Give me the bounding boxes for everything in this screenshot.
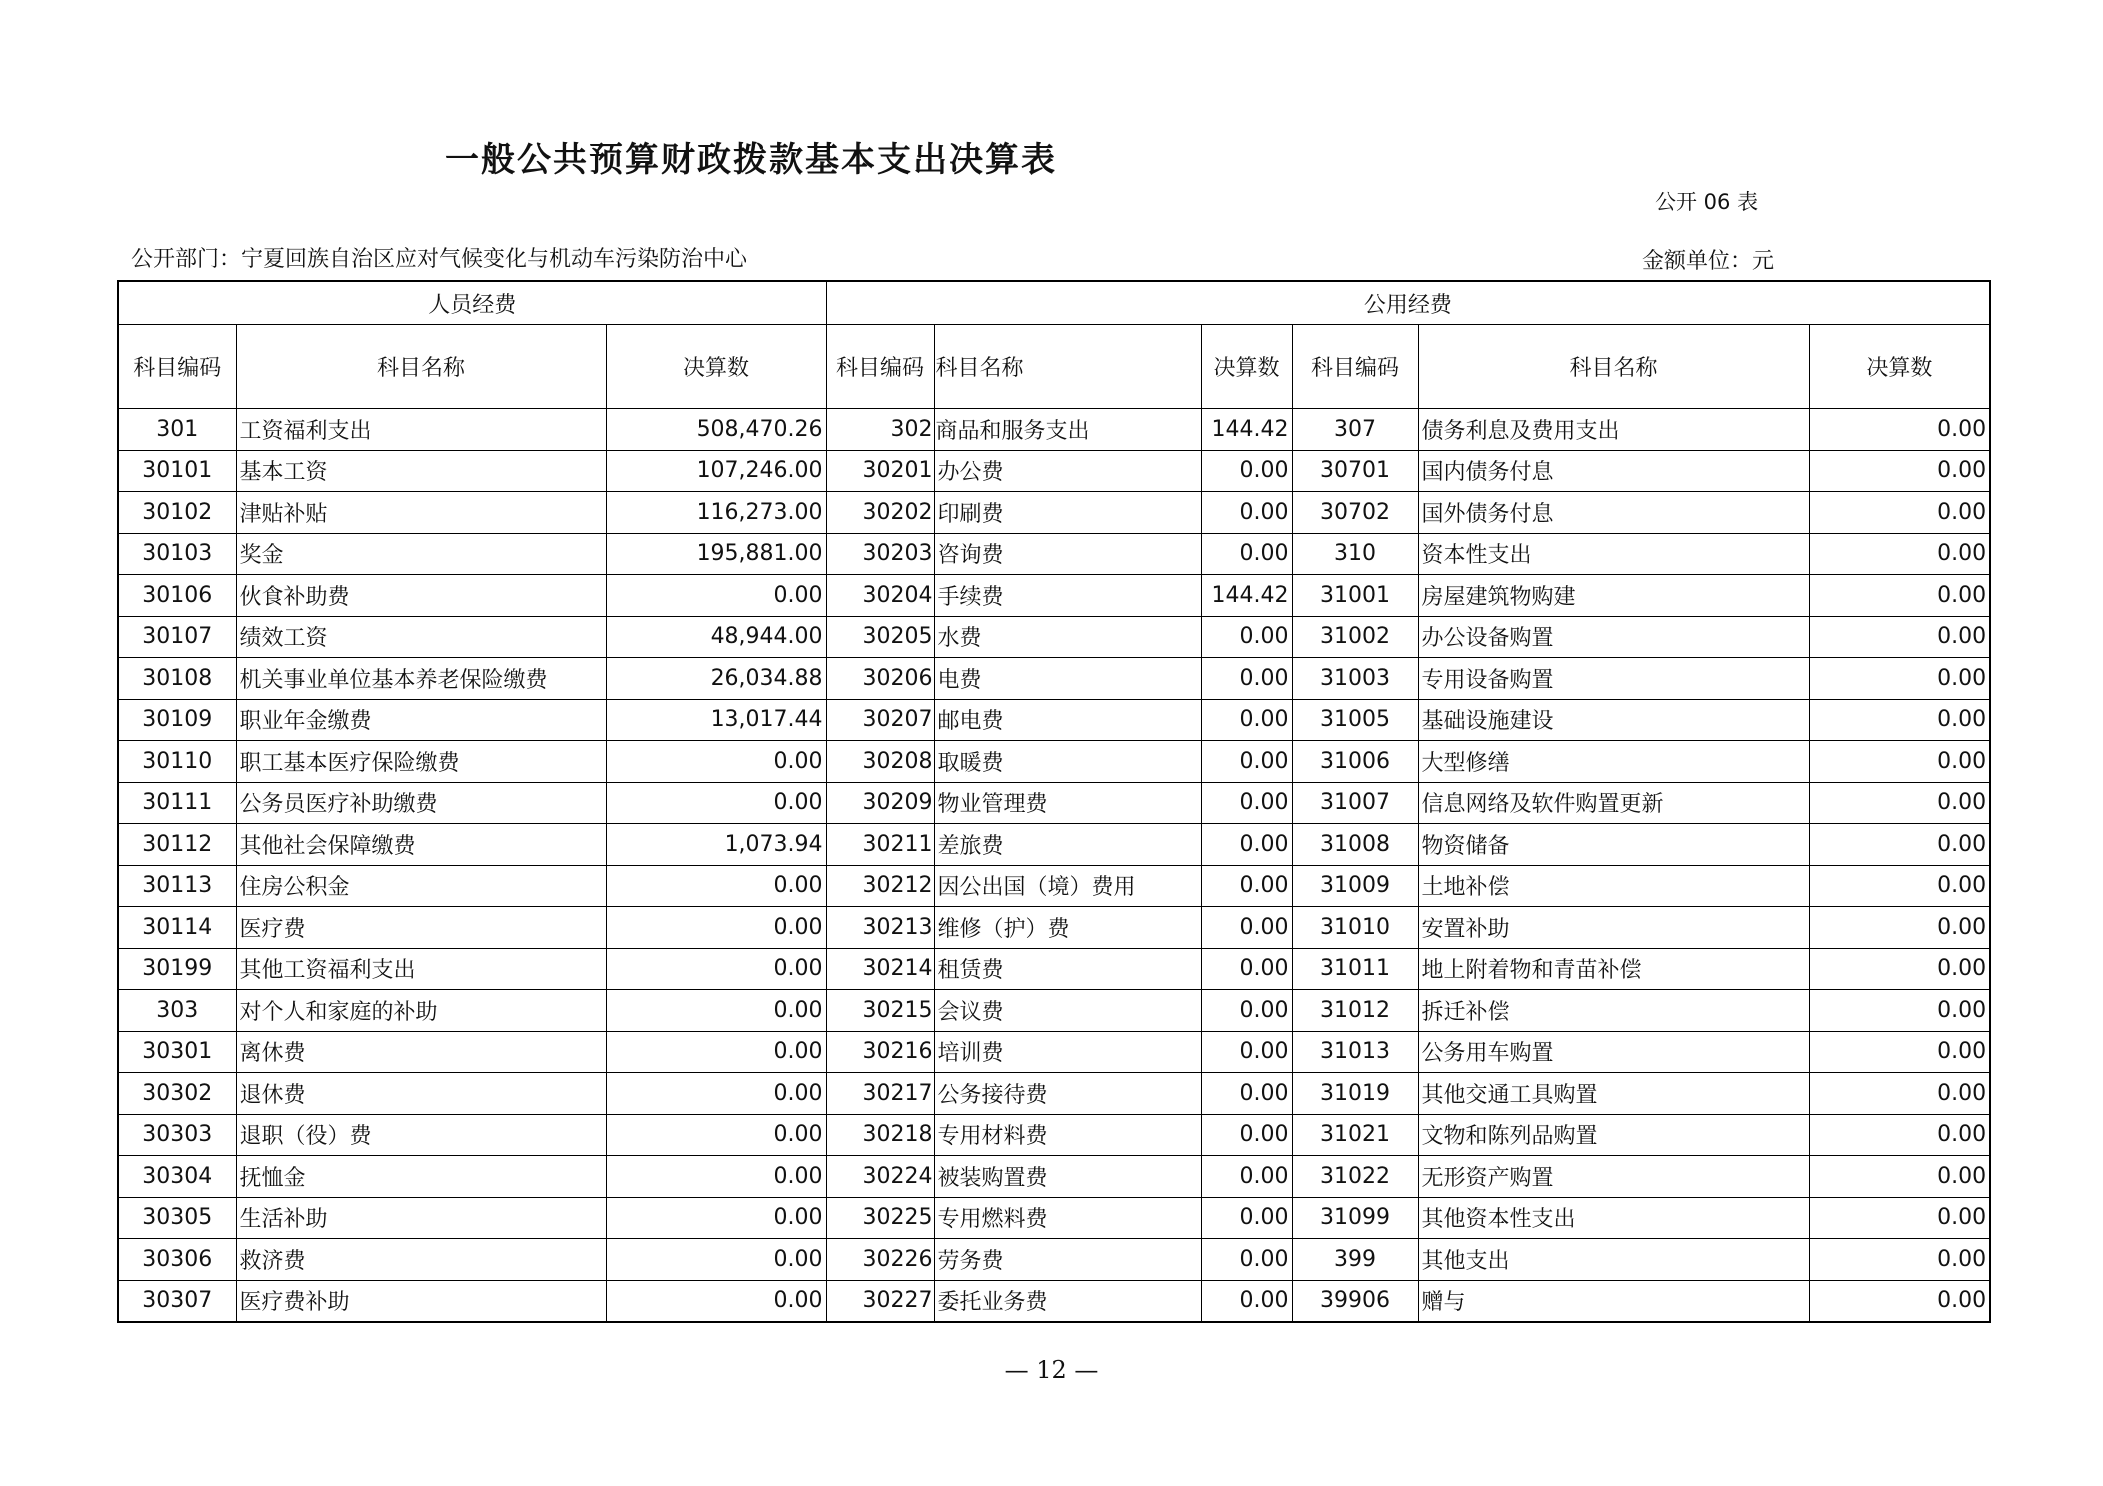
capital-name-cell: 房屋建筑物购建	[1418, 575, 1809, 617]
personnel-amount-cell: 0.00	[606, 1239, 826, 1281]
capital-amount-cell: 0.00	[1809, 1239, 1990, 1281]
personnel-amount-cell: 0.00	[606, 907, 826, 949]
column-header-amount: 决算数	[1201, 325, 1292, 409]
capital-code-cell: 31019	[1292, 1073, 1418, 1115]
capital-amount-cell: 0.00	[1809, 1114, 1990, 1156]
capital-code-cell: 31006	[1292, 741, 1418, 783]
capital-amount-cell: 0.00	[1809, 824, 1990, 866]
public-name-cell: 手续费	[934, 575, 1201, 617]
capital-name-cell: 大型修缮	[1418, 741, 1809, 783]
personnel-code-cell: 30101	[118, 450, 236, 492]
personnel-amount-cell: 0.00	[606, 1197, 826, 1239]
capital-amount-cell: 0.00	[1809, 699, 1990, 741]
personnel-amount-cell: 0.00	[606, 575, 826, 617]
public-amount-cell: 0.00	[1201, 616, 1292, 658]
table-row	[118, 782, 1990, 824]
public-amount-cell: 0.00	[1201, 450, 1292, 492]
capital-code-cell: 399	[1292, 1239, 1418, 1281]
personnel-name-cell: 生活补助	[236, 1197, 606, 1239]
table-row	[118, 1197, 1990, 1239]
public-name-cell: 取暖费	[934, 741, 1201, 783]
capital-amount-cell: 0.00	[1809, 1073, 1990, 1115]
capital-amount-cell: 0.00	[1809, 492, 1990, 534]
personnel-name-cell: 伙食补助费	[236, 575, 606, 617]
table-row	[118, 865, 1990, 907]
capital-amount-cell: 0.00	[1809, 865, 1990, 907]
personnel-amount-cell: 0.00	[606, 1156, 826, 1198]
public-code-cell: 30215	[826, 990, 934, 1032]
personnel-code-cell: 30113	[118, 865, 236, 907]
personnel-amount-cell: 0.00	[606, 948, 826, 990]
personnel-amount-cell: 0.00	[606, 1031, 826, 1073]
capital-code-cell: 31010	[1292, 907, 1418, 949]
capital-amount-cell: 0.00	[1809, 1280, 1990, 1322]
capital-amount-cell: 0.00	[1809, 1156, 1990, 1198]
public-code-cell: 30204	[826, 575, 934, 617]
table-row	[118, 1280, 1990, 1322]
table-row	[118, 1156, 1990, 1198]
personnel-amount-cell: 48,944.00	[606, 616, 826, 658]
personnel-code-cell: 30106	[118, 575, 236, 617]
personnel-code-cell: 30112	[118, 824, 236, 866]
personnel-code-cell: 301	[118, 409, 236, 451]
table-row	[118, 907, 1990, 949]
capital-name-cell: 债务利息及费用支出	[1418, 409, 1809, 451]
personnel-code-cell: 30306	[118, 1239, 236, 1281]
personnel-name-cell: 职工基本医疗保险缴费	[236, 741, 606, 783]
public-code-cell: 30213	[826, 907, 934, 949]
column-header-code: 科目编码	[826, 325, 934, 409]
column-header-code: 科目编码	[118, 325, 236, 409]
table-row	[118, 824, 1990, 866]
public-amount-cell: 0.00	[1201, 492, 1292, 534]
personnel-name-cell: 其他社会保障缴费	[236, 824, 606, 866]
personnel-name-cell: 基本工资	[236, 450, 606, 492]
public-name-cell: 专用材料费	[934, 1114, 1201, 1156]
public-amount-cell: 0.00	[1201, 699, 1292, 741]
capital-amount-cell: 0.00	[1809, 533, 1990, 575]
public-amount-cell: 0.00	[1201, 1197, 1292, 1239]
capital-amount-cell: 0.00	[1809, 450, 1990, 492]
public-code-cell: 30203	[826, 533, 934, 575]
capital-code-cell: 31022	[1292, 1156, 1418, 1198]
capital-name-cell: 物资储备	[1418, 824, 1809, 866]
capital-name-cell: 无形资产购置	[1418, 1156, 1809, 1198]
column-header-name: 科目名称	[934, 325, 1201, 409]
personnel-amount-cell: 13,017.44	[606, 699, 826, 741]
capital-code-cell: 31009	[1292, 865, 1418, 907]
capital-name-cell: 办公设备购置	[1418, 616, 1809, 658]
personnel-name-cell: 工资福利支出	[236, 409, 606, 451]
capital-name-cell: 土地补偿	[1418, 865, 1809, 907]
personnel-name-cell: 机关事业单位基本养老保险缴费	[236, 658, 606, 700]
public-amount-cell: 0.00	[1201, 1073, 1292, 1115]
personnel-code-cell: 30109	[118, 699, 236, 741]
capital-name-cell: 基础设施建设	[1418, 699, 1809, 741]
public-amount-cell: 0.00	[1201, 1156, 1292, 1198]
capital-code-cell: 31008	[1292, 824, 1418, 866]
public-name-cell: 被装购置费	[934, 1156, 1201, 1198]
capital-name-cell: 国外债务付息	[1418, 492, 1809, 534]
capital-name-cell: 赠与	[1418, 1280, 1809, 1322]
personnel-name-cell: 退职（役）费	[236, 1114, 606, 1156]
table-row	[118, 948, 1990, 990]
table-row	[118, 741, 1990, 783]
capital-name-cell: 其他支出	[1418, 1239, 1809, 1281]
personnel-name-cell: 对个人和家庭的补助	[236, 990, 606, 1032]
personnel-code-cell: 30302	[118, 1073, 236, 1115]
personnel-code-cell: 30307	[118, 1280, 236, 1322]
public-code-cell: 30202	[826, 492, 934, 534]
personnel-name-cell: 离休费	[236, 1031, 606, 1073]
personnel-name-cell: 奖金	[236, 533, 606, 575]
public-code-cell: 30207	[826, 699, 934, 741]
capital-amount-cell: 0.00	[1809, 575, 1990, 617]
capital-name-cell: 专用设备购置	[1418, 658, 1809, 700]
capital-code-cell: 310	[1292, 533, 1418, 575]
capital-amount-cell: 0.00	[1809, 782, 1990, 824]
personnel-name-cell: 职业年金缴费	[236, 699, 606, 741]
column-header-name: 科目名称	[236, 325, 606, 409]
form-number: 公开 06 表	[1655, 190, 1759, 214]
expenditure-table	[117, 280, 1991, 1323]
capital-name-cell: 拆迁补偿	[1418, 990, 1809, 1032]
capital-amount-cell: 0.00	[1809, 409, 1990, 451]
capital-amount-cell: 0.00	[1809, 658, 1990, 700]
personnel-name-cell: 住房公积金	[236, 865, 606, 907]
column-header-amount: 决算数	[1809, 325, 1990, 409]
public-code-cell: 30211	[826, 824, 934, 866]
capital-amount-cell: 0.00	[1809, 907, 1990, 949]
capital-code-cell: 31003	[1292, 658, 1418, 700]
page-title: 一般公共预算财政拨款基本支出决算表	[445, 140, 1057, 180]
public-amount-cell: 0.00	[1201, 948, 1292, 990]
public-amount-cell: 144.42	[1201, 575, 1292, 617]
capital-code-cell: 31011	[1292, 948, 1418, 990]
table-row	[118, 1073, 1990, 1115]
public-amount-cell: 0.00	[1201, 865, 1292, 907]
public-name-cell: 邮电费	[934, 699, 1201, 741]
public-name-cell: 水费	[934, 616, 1201, 658]
personnel-name-cell: 其他工资福利支出	[236, 948, 606, 990]
capital-code-cell: 31005	[1292, 699, 1418, 741]
capital-code-cell: 30701	[1292, 450, 1418, 492]
public-code-cell: 30205	[826, 616, 934, 658]
public-code-cell: 30227	[826, 1280, 934, 1322]
personnel-code-cell: 30304	[118, 1156, 236, 1198]
table-row	[118, 1114, 1990, 1156]
table-row	[118, 1031, 1990, 1073]
table-row	[118, 575, 1990, 617]
public-amount-cell: 0.00	[1201, 782, 1292, 824]
public-name-cell: 差旅费	[934, 824, 1201, 866]
capital-amount-cell: 0.00	[1809, 741, 1990, 783]
capital-name-cell: 国内债务付息	[1418, 450, 1809, 492]
public-name-cell: 商品和服务支出	[934, 409, 1201, 451]
public-code-cell: 302	[826, 409, 934, 451]
public-name-cell: 委托业务费	[934, 1280, 1201, 1322]
capital-code-cell: 307	[1292, 409, 1418, 451]
group-header-personnel: 人员经费	[118, 281, 826, 325]
capital-code-cell: 31099	[1292, 1197, 1418, 1239]
capital-amount-cell: 0.00	[1809, 1031, 1990, 1073]
capital-name-cell: 其他交通工具购置	[1418, 1073, 1809, 1115]
capital-name-cell: 其他资本性支出	[1418, 1197, 1809, 1239]
public-code-cell: 30216	[826, 1031, 934, 1073]
personnel-code-cell: 30114	[118, 907, 236, 949]
public-name-cell: 办公费	[934, 450, 1201, 492]
personnel-name-cell: 救济费	[236, 1239, 606, 1281]
public-name-cell: 公务接待费	[934, 1073, 1201, 1115]
personnel-amount-cell: 107,246.00	[606, 450, 826, 492]
public-amount-cell: 0.00	[1201, 1031, 1292, 1073]
table-row	[118, 450, 1990, 492]
capital-code-cell: 39906	[1292, 1280, 1418, 1322]
capital-name-cell: 信息网络及软件购置更新	[1418, 782, 1809, 824]
public-code-cell: 30218	[826, 1114, 934, 1156]
public-code-cell: 30224	[826, 1156, 934, 1198]
personnel-name-cell: 公务员医疗补助缴费	[236, 782, 606, 824]
personnel-code-cell: 30305	[118, 1197, 236, 1239]
public-amount-cell: 0.00	[1201, 824, 1292, 866]
public-amount-cell: 0.00	[1201, 1114, 1292, 1156]
table-row	[118, 492, 1990, 534]
public-name-cell: 印刷费	[934, 492, 1201, 534]
public-name-cell: 咨询费	[934, 533, 1201, 575]
public-code-cell: 30209	[826, 782, 934, 824]
public-amount-cell: 0.00	[1201, 1239, 1292, 1281]
public-code-cell: 30201	[826, 450, 934, 492]
page-number: — 12 —	[1004, 1356, 1099, 1384]
capital-code-cell: 31001	[1292, 575, 1418, 617]
personnel-amount-cell: 0.00	[606, 1280, 826, 1322]
personnel-code-cell: 30110	[118, 741, 236, 783]
public-code-cell: 30217	[826, 1073, 934, 1115]
personnel-code-cell: 30107	[118, 616, 236, 658]
capital-code-cell: 30702	[1292, 492, 1418, 534]
capital-code-cell: 31002	[1292, 616, 1418, 658]
table-row	[118, 409, 1990, 451]
group-header-public: 公用经费	[826, 281, 1990, 325]
public-name-cell: 劳务费	[934, 1239, 1201, 1281]
capital-code-cell: 31021	[1292, 1114, 1418, 1156]
public-amount-cell: 144.42	[1201, 409, 1292, 451]
capital-name-cell: 安置补助	[1418, 907, 1809, 949]
capital-name-cell: 地上附着物和青苗补偿	[1418, 948, 1809, 990]
public-name-cell: 租赁费	[934, 948, 1201, 990]
personnel-name-cell: 退休费	[236, 1073, 606, 1115]
public-amount-cell: 0.00	[1201, 741, 1292, 783]
public-code-cell: 30225	[826, 1197, 934, 1239]
personnel-amount-cell: 0.00	[606, 990, 826, 1032]
public-name-cell: 物业管理费	[934, 782, 1201, 824]
personnel-name-cell: 抚恤金	[236, 1156, 606, 1198]
personnel-amount-cell: 195,881.00	[606, 533, 826, 575]
personnel-code-cell: 30111	[118, 782, 236, 824]
public-name-cell: 会议费	[934, 990, 1201, 1032]
personnel-name-cell: 津贴补贴	[236, 492, 606, 534]
column-header-code: 科目编码	[1292, 325, 1418, 409]
capital-amount-cell: 0.00	[1809, 990, 1990, 1032]
capital-amount-cell: 0.00	[1809, 948, 1990, 990]
table-row	[118, 990, 1990, 1032]
column-header-amount: 决算数	[606, 325, 826, 409]
personnel-code-cell: 30303	[118, 1114, 236, 1156]
personnel-code-cell: 30103	[118, 533, 236, 575]
personnel-amount-cell: 26,034.88	[606, 658, 826, 700]
amount-unit-label: 金额单位：元	[1642, 249, 1775, 274]
capital-name-cell: 文物和陈列品购置	[1418, 1114, 1809, 1156]
column-header-name: 科目名称	[1418, 325, 1809, 409]
table-row	[118, 533, 1990, 575]
public-name-cell: 因公出国（境）费用	[934, 865, 1201, 907]
public-code-cell: 30212	[826, 865, 934, 907]
public-name-cell: 专用燃料费	[934, 1197, 1201, 1239]
personnel-amount-cell: 0.00	[606, 1114, 826, 1156]
personnel-amount-cell: 0.00	[606, 782, 826, 824]
public-name-cell: 维修（护）费	[934, 907, 1201, 949]
public-name-cell: 培训费	[934, 1031, 1201, 1073]
personnel-code-cell: 303	[118, 990, 236, 1032]
capital-code-cell: 31013	[1292, 1031, 1418, 1073]
table-row	[118, 658, 1990, 700]
public-amount-cell: 0.00	[1201, 907, 1292, 949]
capital-amount-cell: 0.00	[1809, 616, 1990, 658]
table-body	[118, 409, 1990, 1323]
capital-amount-cell: 0.00	[1809, 1197, 1990, 1239]
public-amount-cell: 0.00	[1201, 1280, 1292, 1322]
public-amount-cell: 0.00	[1201, 533, 1292, 575]
public-code-cell: 30206	[826, 658, 934, 700]
personnel-name-cell: 绩效工资	[236, 616, 606, 658]
capital-code-cell: 31007	[1292, 782, 1418, 824]
public-amount-cell: 0.00	[1201, 990, 1292, 1032]
personnel-amount-cell: 508,470.26	[606, 409, 826, 451]
personnel-code-cell: 30108	[118, 658, 236, 700]
personnel-amount-cell: 0.00	[606, 741, 826, 783]
capital-name-cell: 资本性支出	[1418, 533, 1809, 575]
public-code-cell: 30226	[826, 1239, 934, 1281]
public-code-cell: 30208	[826, 741, 934, 783]
department-label: 公开部门：宁夏回族自治区应对气候变化与机动车污染防治中心	[131, 247, 748, 272]
personnel-amount-cell: 116,273.00	[606, 492, 826, 534]
personnel-code-cell: 30199	[118, 948, 236, 990]
public-name-cell: 电费	[934, 658, 1201, 700]
personnel-code-cell: 30301	[118, 1031, 236, 1073]
capital-name-cell: 公务用车购置	[1418, 1031, 1809, 1073]
public-amount-cell: 0.00	[1201, 658, 1292, 700]
personnel-name-cell: 医疗费补助	[236, 1280, 606, 1322]
table-row	[118, 699, 1990, 741]
personnel-amount-cell: 1,073.94	[606, 824, 826, 866]
public-code-cell: 30214	[826, 948, 934, 990]
personnel-code-cell: 30102	[118, 492, 236, 534]
personnel-amount-cell: 0.00	[606, 1073, 826, 1115]
personnel-name-cell: 医疗费	[236, 907, 606, 949]
personnel-amount-cell: 0.00	[606, 865, 826, 907]
table-row	[118, 1239, 1990, 1281]
table-row	[118, 616, 1990, 658]
capital-code-cell: 31012	[1292, 990, 1418, 1032]
